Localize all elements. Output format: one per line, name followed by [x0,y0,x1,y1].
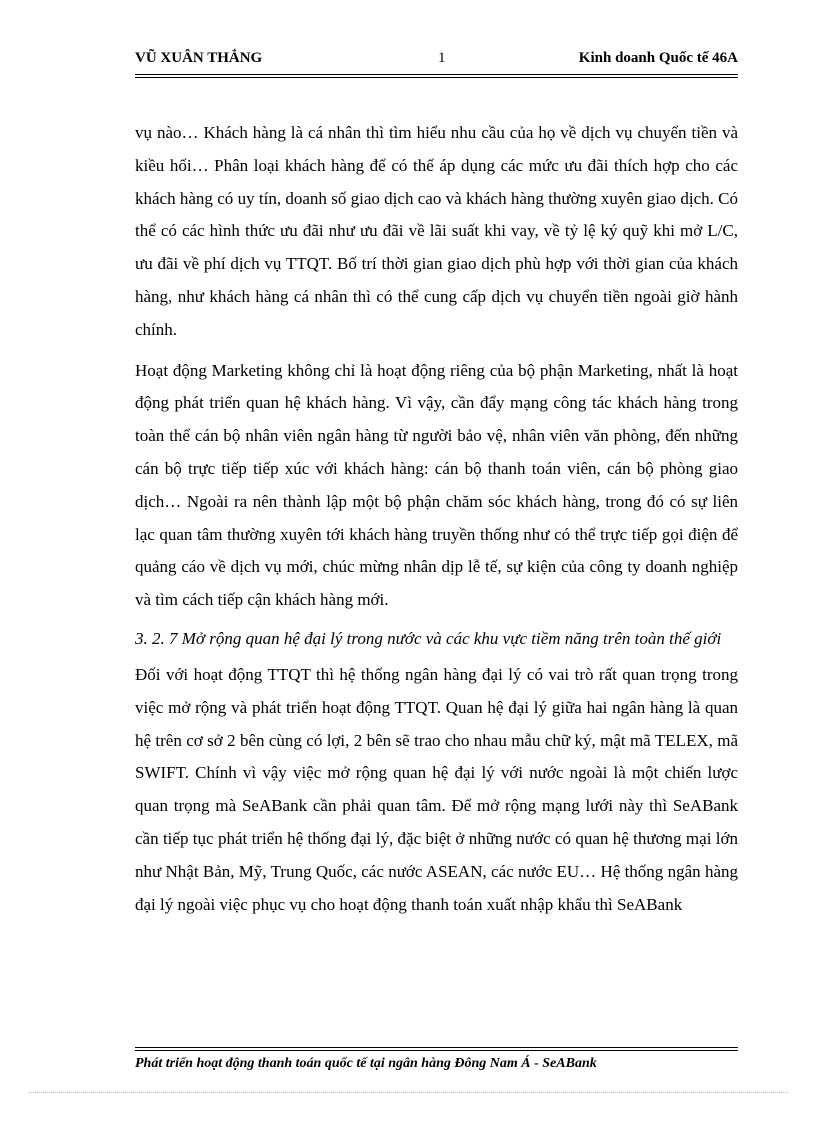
section-heading: 3. 2. 7 Mở rộng quan hệ đại lý trong nước và các khu vực tiềm năng trên toàn thế giới [135,628,722,648]
class-name: Kinh doanh Quốc tế 46A [578,50,738,66]
paragraph-3: Đối với hoạt động TTQT thì hệ thống ngân hàng đại lý có vai trò rất quan trọng trong việc mở rộng và phát triển hoạt động TTQT. Quan hệ đại lý giữa hai ngân hàng là quan hệ trên cơ sở 2 bên cùng có lợi, 2 bên sẽ trao cho nhau mẫu chữ ký, mật mã TELEX, mã SWIFT. Chính vì vậy việc mở rộng quan hệ đại lý với nước ngoài là một chiến lược quan trọng mà SeABank cần phải quan tâm. Để mở rộng mạng lưới này thì SeABank cần tiếp tục phát triển hệ thống đại lý, đặc biệt ở những nước có quan hệ thương mại lớn như Nhật Bản, Mỹ, Trung Quốc, các nước ASEAN, các nước EU… Hệ thống ngân hàng đại lý ngoài việc phục vụ cho hoạt động thanh toán xuất nhập khẩu thì SeABank [135,664,738,914]
paragraph-1: vụ nào… Khách hàng là cá nhân thì tìm hiểu nhu cầu của họ về dịch vụ chuyển tiền và kiều hối… Phân loại khách hàng để có thể áp dụng các mức ưu đãi thích hợp cho các khách hàng có uy tín, doanh số giao dịch cao và khách hàng thường xuyên giao dịch. Có thể có các hình thức ưu đãi như ưu đãi về lãi suất khi vay, về tỷ lệ ký quỹ khi mở L/C, ưu đãi về phí dịch vụ TTQT. Bố trí thời gian giao dịch phù hợp với thời gian của khách hàng, như khách hàng cá nhân thì có thể cung cấp dịch vụ chuyển tiền ngoài giờ hành chính. [135,123,738,339]
paragraph-2: Hoạt động Marketing không chỉ là hoạt động riêng của bộ phận Marketing, nhất là hoạt động phát triển quan hệ khách hàng. Vì vậy, cần đẩy mạng công tác khách hàng trong toàn thể cán bộ nhân viên ngân hàng từ người bảo vệ, nhân viên văn phòng, đến những cán bộ trực tiếp tiếp xúc với khách hàng: cán bộ thanh toán viên, cán bộ phòng giao dịch… Ngoài ra nên thành lập một bộ phận chăm sóc khách hàng, trong đó có sự liên lạc quan tâm thường xuyên tới khách hàng truyền thống như có thể trực tiếp gọi điện để quảng cáo về dịch vụ mới, chúc mừng nhân dịp lễ tế, sự kiện của công ty doanh nghiệp và tìm cách tiếp cận khách hàng mới. [135,360,738,610]
page-header [135,50,738,72]
page-body [135,117,738,921]
header-rule [135,74,738,78]
footer-rule [135,1047,738,1051]
author-name: VŨ XUÂN THẮNG [135,50,263,66]
page-edge-divider [28,1092,788,1093]
page-footer: Phát triển hoạt động thanh toán quốc tế tại ngân hàng Đông Nam Á - SeABank [135,1056,597,1071]
page-number: 1 [438,50,446,66]
